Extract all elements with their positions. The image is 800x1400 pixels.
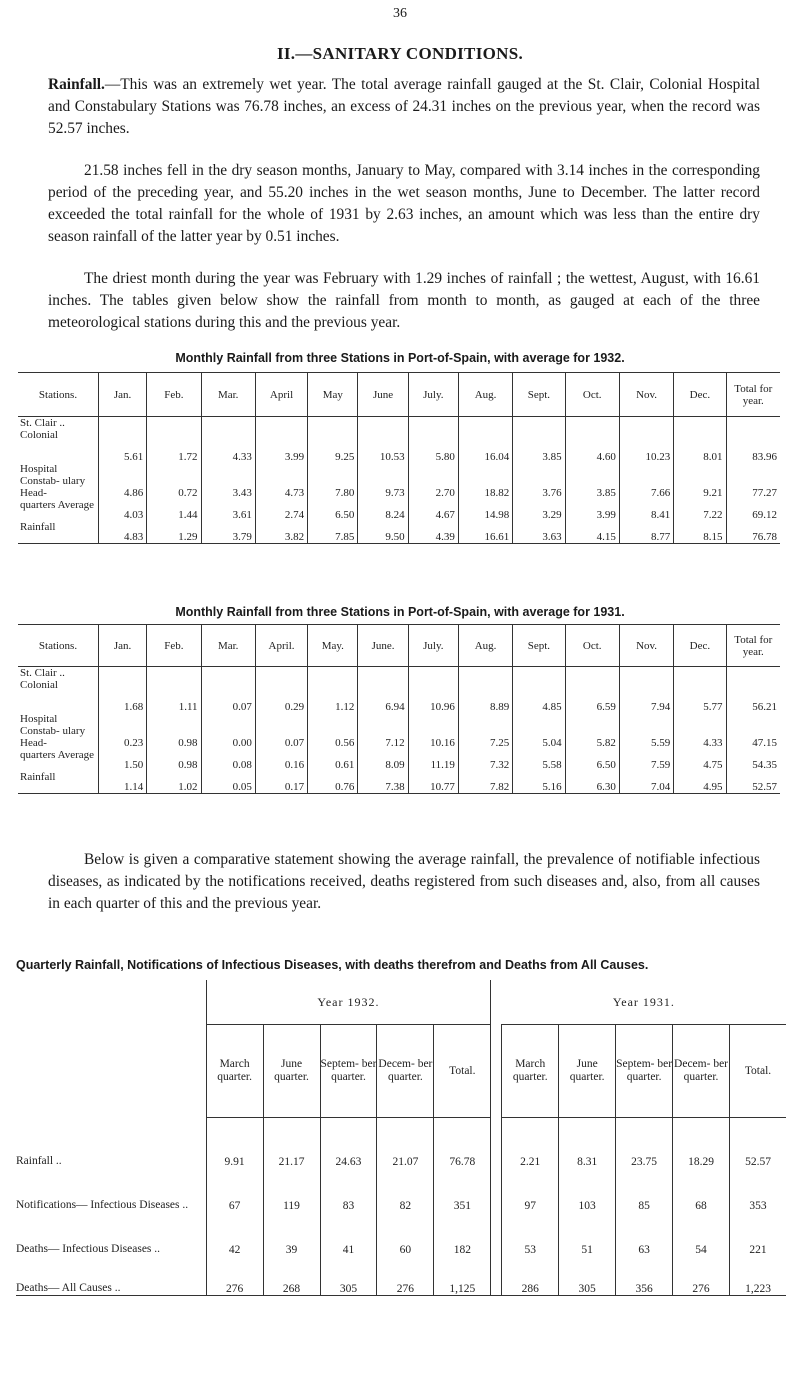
value-cell: 3.61	[201, 499, 255, 521]
value-cell: 351	[434, 1168, 491, 1212]
page-number: 36	[393, 6, 407, 21]
value-cell: 9.50	[358, 521, 408, 544]
table-row	[18, 667, 780, 713]
value-cell: 7.32	[458, 749, 512, 771]
value-cell: 3.63	[513, 521, 565, 544]
value-cell: 6.50	[565, 749, 619, 771]
station-cell: quarters Average	[20, 748, 95, 761]
value-cell: 47.15	[726, 713, 780, 749]
value-cell: 305	[320, 1256, 377, 1296]
value-cell: 4.75	[674, 749, 726, 771]
quarter-header: Decem- ber quarter.	[377, 1025, 434, 1118]
paragraph-driest-wettest: The driest month during the year was February with 1.29 inches of rainfall ; the wettest, August, with 16.61 inches. The tables given below show the rainfall from month to month, as gauged at each of the three meteorological stations during this and the previous year.	[48, 270, 760, 331]
value-cell: 4.85	[513, 667, 565, 713]
value-cell: 42	[206, 1212, 263, 1256]
value-cell: 10.53	[358, 417, 408, 463]
column-header: Stations.	[18, 625, 99, 667]
value-cell: 6.30	[565, 771, 619, 794]
value-cell: 8.41	[619, 499, 673, 521]
row-label: Deaths— Infectious Diseases ..	[16, 1242, 161, 1255]
column-header: May.	[308, 625, 358, 667]
column-header: June.	[358, 625, 408, 667]
value-cell: 5.82	[565, 713, 619, 749]
value-cell: 7.94	[619, 667, 673, 713]
value-cell: 7.59	[619, 749, 673, 771]
value-cell: 18.29	[673, 1118, 730, 1168]
value-cell: 103	[559, 1168, 616, 1212]
value-cell: 4.86	[99, 463, 147, 499]
value-cell: 0.00	[201, 713, 255, 749]
value-cell: 3.85	[565, 463, 619, 499]
column-header: Total for year.	[726, 373, 780, 417]
value-cell: 119	[263, 1168, 320, 1212]
value-cell: 4.60	[565, 417, 619, 463]
value-cell: 18.82	[458, 463, 512, 499]
value-cell: 1.14	[99, 771, 147, 794]
column-header: Dec.	[674, 373, 726, 417]
column-header: Nov.	[619, 625, 673, 667]
value-cell: 276	[673, 1256, 730, 1296]
value-cell: 56.21	[726, 667, 780, 713]
value-cell: 77.27	[726, 463, 780, 499]
value-cell: 21.07	[377, 1118, 434, 1168]
table-row	[18, 521, 780, 544]
column-header: Mar.	[201, 625, 255, 667]
value-cell: 7.12	[358, 713, 408, 749]
value-cell: 39	[263, 1212, 320, 1256]
table2-caption: Monthly Rainfall from three Stations in Port-of-Spain, with average for 1931.	[175, 605, 625, 619]
value-cell: 10.16	[408, 713, 458, 749]
paragraph-rainfall	[48, 74, 760, 140]
value-cell: 8.24	[358, 499, 408, 521]
table-row	[18, 713, 780, 749]
value-cell: 6.94	[358, 667, 408, 713]
rainfall-table-1931	[18, 624, 780, 794]
table3-caption: Quarterly Rainfall, Notifications of Infectious Diseases, with deaths therefrom and Deaths from All Causes.	[16, 958, 649, 972]
value-cell: 3.29	[513, 499, 565, 521]
table1-caption: Monthly Rainfall from three Stations in Port-of-Spain, with average for 1932.	[175, 351, 625, 365]
value-cell: 7.38	[358, 771, 408, 794]
value-cell: 54	[673, 1212, 730, 1256]
row-label: Deaths— All Causes ..	[16, 1256, 206, 1296]
value-cell: 0.16	[255, 749, 307, 771]
value-cell: 67	[206, 1168, 263, 1212]
value-cell: 51	[559, 1212, 616, 1256]
value-cell: 52.57	[726, 771, 780, 794]
quarter-header: Septem- ber quarter.	[320, 1025, 377, 1118]
row-label: Notifications— Infectious Diseases ..	[16, 1198, 189, 1211]
value-cell: 7.04	[619, 771, 673, 794]
value-cell: 3.82	[255, 521, 307, 544]
value-cell: 63	[616, 1212, 673, 1256]
quarter-header: Septem- ber quarter.	[616, 1025, 673, 1118]
value-cell: 5.59	[619, 713, 673, 749]
value-cell: 1,125	[434, 1256, 491, 1296]
station-cell: Hospital Constab- ulary Head-	[20, 462, 86, 499]
quarter-header: Decem- ber quarter.	[673, 1025, 730, 1118]
table-row	[18, 417, 780, 463]
value-cell: 76.78	[434, 1118, 491, 1168]
value-cell: 60	[377, 1212, 434, 1256]
value-cell: 9.73	[358, 463, 408, 499]
value-cell: 1.29	[147, 521, 201, 544]
value-cell: 356	[616, 1256, 673, 1296]
column-header: April	[255, 373, 307, 417]
value-cell: 9.25	[308, 417, 358, 463]
quarter-header: March quarter.	[206, 1025, 263, 1118]
column-gap	[491, 1168, 502, 1212]
value-cell: 0.61	[308, 749, 358, 771]
value-cell: 10.23	[619, 417, 673, 463]
value-cell: 3.79	[201, 521, 255, 544]
value-cell: 1,223	[730, 1256, 787, 1296]
value-cell: 10.77	[408, 771, 458, 794]
value-cell: 1.50	[99, 749, 147, 771]
value-cell: 4.39	[408, 521, 458, 544]
quarter-header: Total.	[434, 1025, 491, 1118]
value-cell: 7.25	[458, 713, 512, 749]
value-cell: 82	[377, 1168, 434, 1212]
table-row	[18, 771, 780, 794]
value-cell: 0.07	[255, 713, 307, 749]
value-cell: 5.04	[513, 713, 565, 749]
column-header: July.	[408, 373, 458, 417]
table-row	[18, 463, 780, 499]
value-cell: 8.15	[674, 521, 726, 544]
value-cell: 5.16	[513, 771, 565, 794]
value-cell: 76.78	[726, 521, 780, 544]
value-cell: 5.77	[674, 667, 726, 713]
column-header: Aug.	[458, 373, 512, 417]
value-cell: 2.74	[255, 499, 307, 521]
quarter-header: Total.	[730, 1025, 787, 1118]
column-header: Aug.	[458, 625, 512, 667]
station-cell: quarters Average	[20, 498, 95, 511]
station-cell: Rainfall	[18, 521, 99, 544]
table-row	[16, 1212, 786, 1256]
value-cell: 53	[502, 1212, 559, 1256]
value-cell: 68	[673, 1168, 730, 1212]
value-cell: 7.80	[308, 463, 358, 499]
value-cell: 83	[320, 1168, 377, 1212]
value-cell: 353	[730, 1168, 787, 1212]
column-gap	[491, 1118, 502, 1168]
column-gap	[491, 1256, 502, 1296]
column-gap	[491, 1212, 502, 1256]
value-cell: 1.72	[147, 417, 201, 463]
quarterly-table	[16, 980, 786, 1296]
column-header: Total for year.	[726, 625, 780, 667]
year-1931-header: Year 1931.	[502, 980, 786, 1025]
value-cell: 286	[502, 1256, 559, 1296]
value-cell: 5.80	[408, 417, 458, 463]
column-header: June	[358, 373, 408, 417]
station-cell: St. Clair .. Colonial	[20, 667, 65, 691]
value-cell: 52.57	[730, 1118, 787, 1168]
value-cell: 0.23	[99, 713, 147, 749]
value-cell: 9.91	[206, 1118, 263, 1168]
paragraph-text: —This was an extremely wet year. The total average rainfall gauged at the St. Clair, Colonial Hospital and Constabulary Stations was 76.78 inches, an excess of 24.31 inches on the previous year, when the record was 52.57 inches.	[48, 76, 760, 137]
value-cell: 97	[502, 1168, 559, 1212]
value-cell: 5.58	[513, 749, 565, 771]
column-header: Jan.	[99, 625, 147, 667]
value-cell: 4.33	[674, 713, 726, 749]
paragraph-comparative: Below is given a comparative statement showing the average rainfall, the prevalence of notifiable infectious diseases, as indicated by the notifications received, deaths registered from such diseases and, also, from all causes in each quarter of this and the previous year.	[48, 851, 760, 912]
row-label-header	[16, 980, 206, 1118]
value-cell: 16.04	[458, 417, 512, 463]
value-cell: 276	[206, 1256, 263, 1296]
value-cell: 0.08	[201, 749, 255, 771]
value-cell: 0.17	[255, 771, 307, 794]
table-row	[16, 1118, 786, 1168]
value-cell: 8.09	[358, 749, 408, 771]
table-row	[18, 499, 780, 521]
value-cell: 7.22	[674, 499, 726, 521]
value-cell: 8.77	[619, 521, 673, 544]
value-cell: 4.67	[408, 499, 458, 521]
value-cell: 0.76	[308, 771, 358, 794]
value-cell: 4.83	[99, 521, 147, 544]
value-cell: 4.95	[674, 771, 726, 794]
value-cell: 305	[559, 1256, 616, 1296]
value-cell: 3.76	[513, 463, 565, 499]
value-cell: 9.21	[674, 463, 726, 499]
value-cell: 0.07	[201, 667, 255, 713]
station-cell: St. Clair .. Colonial	[20, 417, 65, 441]
column-header: April.	[255, 625, 307, 667]
value-cell: 7.66	[619, 463, 673, 499]
value-cell: 85	[616, 1168, 673, 1212]
value-cell: 1.02	[147, 771, 201, 794]
value-cell: 4.73	[255, 463, 307, 499]
paragraph-lead: Rainfall.	[48, 76, 105, 93]
value-cell: 1.12	[308, 667, 358, 713]
value-cell: 6.50	[308, 499, 358, 521]
value-cell: 7.82	[458, 771, 512, 794]
station-cell: Hospital Constab- ulary Head-	[20, 712, 86, 749]
column-header: Feb.	[147, 625, 201, 667]
value-cell: 8.89	[458, 667, 512, 713]
value-cell: 1.11	[147, 667, 201, 713]
value-cell: 11.19	[408, 749, 458, 771]
value-cell: 3.99	[255, 417, 307, 463]
column-header: Stations.	[18, 373, 99, 417]
value-cell: 2.70	[408, 463, 458, 499]
column-header: Mar.	[201, 373, 255, 417]
rainfall-table-1932	[18, 372, 780, 544]
paragraph-seasons: 21.58 inches fell in the dry season months, January to May, compared with 3.14 inches in the corresponding period of the preceding year, and 55.20 inches in the wet season months, June to December. The latter record exceeded the total rainfall for the whole of 1931 by 2.63 inches, an amount which was less than the entire dry season rainfall of the latter year by 0.51 inches.	[48, 162, 760, 245]
value-cell: 3.99	[565, 499, 619, 521]
column-header: July.	[408, 625, 458, 667]
column-gap	[491, 980, 502, 1118]
section-heading: II.—SANITARY CONDITIONS.	[276, 44, 524, 63]
value-cell: 0.56	[308, 713, 358, 749]
value-cell: 276	[377, 1256, 434, 1296]
value-cell: 14.98	[458, 499, 512, 521]
value-cell: 24.63	[320, 1118, 377, 1168]
value-cell: 10.96	[408, 667, 458, 713]
value-cell: 7.85	[308, 521, 358, 544]
value-cell: 23.75	[616, 1118, 673, 1168]
column-header: Oct.	[565, 625, 619, 667]
column-header: Feb.	[147, 373, 201, 417]
value-cell: 21.17	[263, 1118, 320, 1168]
value-cell: 1.44	[147, 499, 201, 521]
value-cell: 3.85	[513, 417, 565, 463]
value-cell: 268	[263, 1256, 320, 1296]
value-cell: 0.98	[147, 713, 201, 749]
value-cell: 8.31	[559, 1118, 616, 1168]
value-cell: 0.29	[255, 667, 307, 713]
value-cell: 16.61	[458, 521, 512, 544]
quarter-header: June quarter.	[263, 1025, 320, 1118]
row-label: Rainfall ..	[16, 1154, 62, 1167]
value-cell: 41	[320, 1212, 377, 1256]
quarter-header: June quarter.	[559, 1025, 616, 1118]
column-header: Jan.	[99, 373, 147, 417]
table-row	[16, 1168, 786, 1212]
column-header: Sept.	[513, 373, 565, 417]
value-cell: 5.61	[99, 417, 147, 463]
value-cell: 221	[730, 1212, 787, 1256]
value-cell: 69.12	[726, 499, 780, 521]
value-cell: 2.21	[502, 1118, 559, 1168]
value-cell: 0.72	[147, 463, 201, 499]
value-cell: 0.05	[201, 771, 255, 794]
value-cell: 4.03	[99, 499, 147, 521]
quarter-header: March quarter.	[502, 1025, 559, 1118]
value-cell: 83.96	[726, 417, 780, 463]
column-header: Dec.	[674, 625, 726, 667]
value-cell: 4.33	[201, 417, 255, 463]
column-header: Oct.	[565, 373, 619, 417]
value-cell: 6.59	[565, 667, 619, 713]
table-row	[18, 749, 780, 771]
value-cell: 3.43	[201, 463, 255, 499]
year-1932-header: Year 1932.	[206, 980, 491, 1025]
value-cell: 0.98	[147, 749, 201, 771]
value-cell: 4.15	[565, 521, 619, 544]
table-row	[16, 1256, 786, 1296]
value-cell: 54.35	[726, 749, 780, 771]
station-cell: Rainfall	[18, 771, 99, 794]
value-cell: 1.68	[99, 667, 147, 713]
value-cell: 8.01	[674, 417, 726, 463]
column-header: Sept.	[513, 625, 565, 667]
value-cell: 182	[434, 1212, 491, 1256]
column-header: Nov.	[619, 373, 673, 417]
column-header: May	[308, 373, 358, 417]
